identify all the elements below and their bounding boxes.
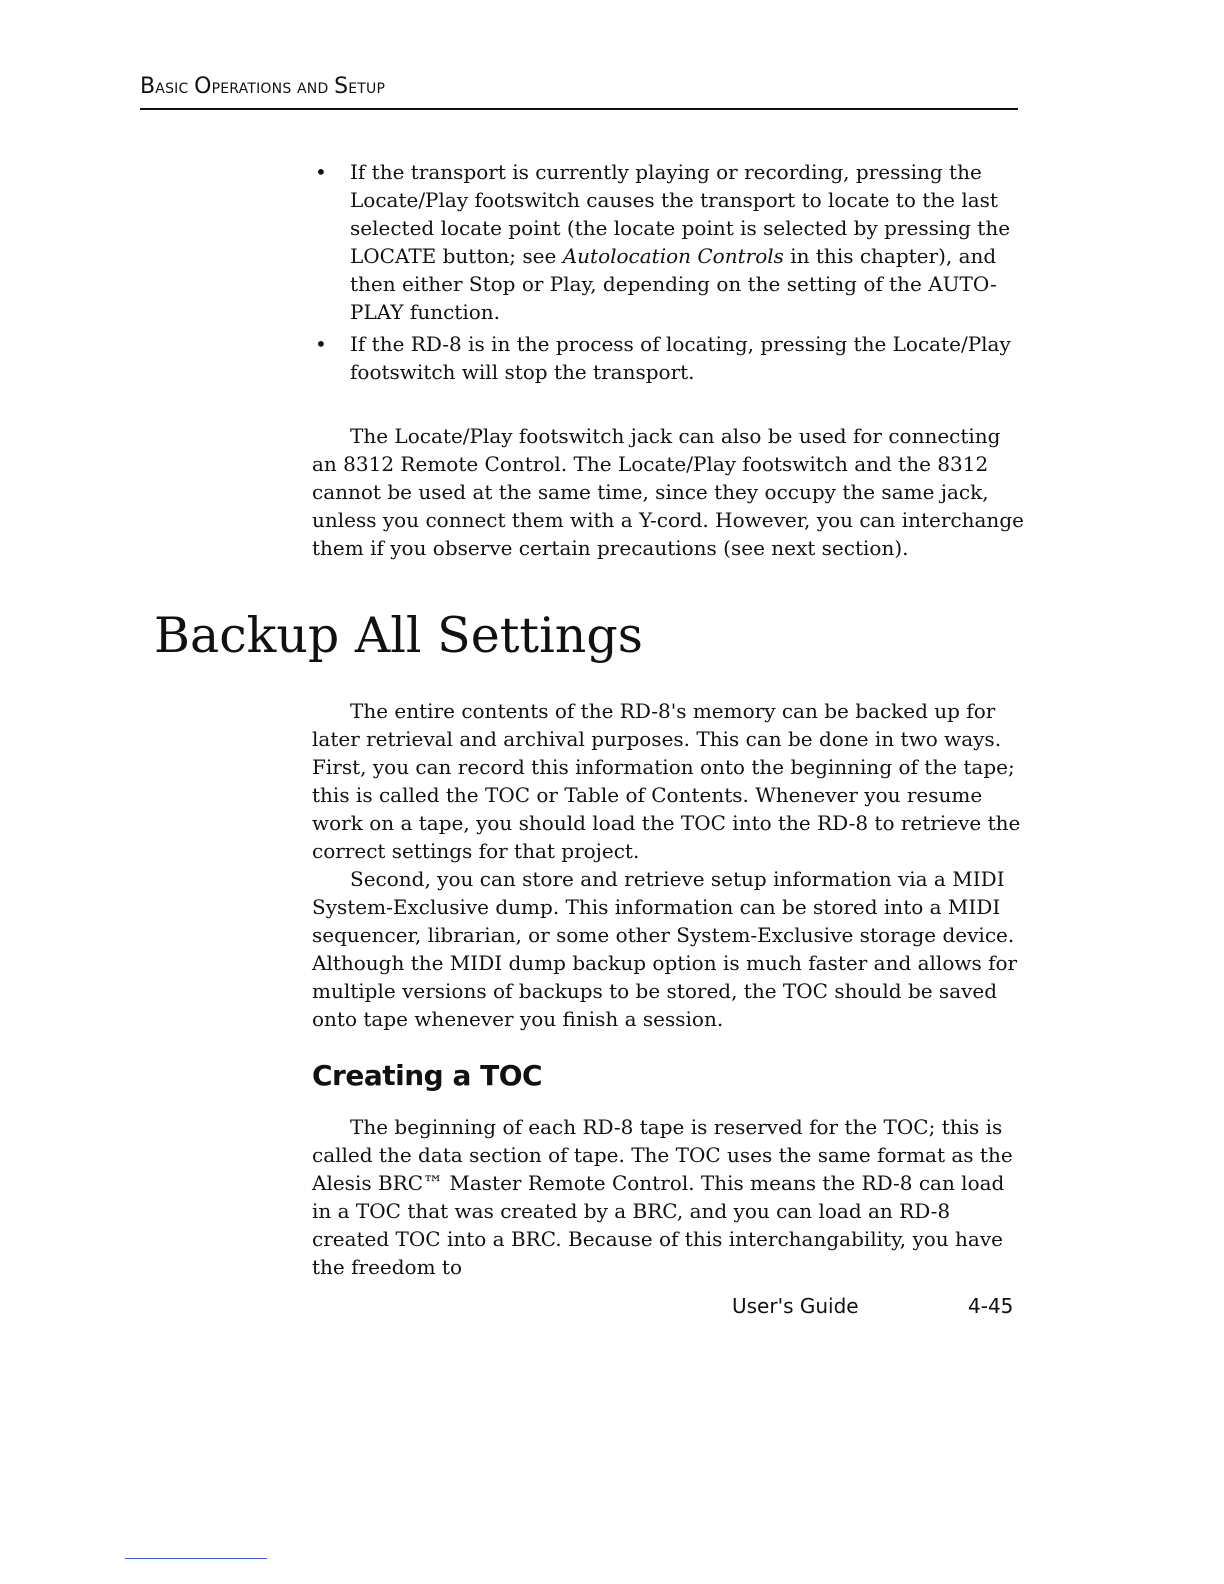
header-word-and: AND bbox=[297, 81, 329, 97]
section-paragraph: Second, you can store and retrieve setup information via a MIDI System-Exclusive dump. This information can be stored into a MIDI sequencer, librarian, or some other System-Exclusive storage device. Although the MIDI dump backup option is much faster and allows for multiple versions of backups to be stored, the TOC should be saved onto tape whenever you finish a session. bbox=[312, 867, 1018, 1031]
running-header bbox=[140, 74, 1020, 99]
header-word-perations: PERATIONS bbox=[211, 81, 292, 97]
bullet-item bbox=[312, 330, 1024, 386]
bullet-icon: • bbox=[315, 160, 327, 184]
header-word-etup: ETUP bbox=[348, 81, 386, 97]
bottom-rule bbox=[125, 1558, 267, 1559]
header-initial-s: S bbox=[334, 74, 349, 99]
subsection-title: Creating a TOC bbox=[312, 1059, 543, 1092]
intro-paragraph-block bbox=[312, 422, 1024, 562]
bullet-text-tail: in this chapter), and then either Stop or Play, depending on the setting of the AUTO-PLAY function. bbox=[350, 244, 997, 324]
subsection-paragraph: The beginning of each RD-8 tape is reserved for the TOC; this is called the data section of tape. The TOC uses the same format as the Alesis BRC™ Master Remote Control. This means the RD-8 can load in a TOC that was created by a BRC, and you can load an RD-8 created TOC into a BRC. Because of this interchangability, you have the freedom to bbox=[312, 1115, 1013, 1279]
bullet-text: If the RD-8 is in the process of locating, pressing the Locate/Play footswitch will stop the transport. bbox=[350, 332, 1011, 384]
bullet-italic-ref: Autolocation Controls bbox=[562, 244, 784, 268]
intro-paragraph: The Locate/Play footswitch jack can also be used for connecting an 8312 Remote Control. The Locate/Play footswitch and the 8312 cannot be used at the same time, since they occupy the same jack, unless you connect them with a Y-cord. However, you can interchange them if you observe certain precautions (see next section). bbox=[312, 424, 1024, 560]
header-word-asic: ASIC bbox=[155, 81, 189, 97]
page-number: 4-45 bbox=[968, 1294, 1014, 1318]
bullet-item bbox=[312, 158, 1024, 326]
header-initial-b: B bbox=[140, 74, 156, 99]
header-initial-o: O bbox=[194, 74, 212, 99]
subsection-body bbox=[312, 1113, 1024, 1281]
bullet-icon: • bbox=[315, 332, 327, 356]
header-rule bbox=[140, 108, 1018, 110]
section-body bbox=[312, 697, 1024, 1033]
footer-label: User's Guide bbox=[732, 1294, 859, 1318]
bullet-list bbox=[312, 158, 1024, 386]
section-paragraph: The entire contents of the RD-8's memory can be backed up for later retrieval and archival purposes. This can be done in two ways. First, you can record this information onto the beginning of the tape; this is called the TOC or Table of Contents. Whenever you resume work on a tape, you should load the TOC into the RD-8 to retrieve the correct settings for that project. bbox=[312, 699, 1021, 863]
bullet-text: If the transport is currently playing or recording, pressing the Locate/Play footswitch causes the transport to locate to the last selected locate point (the locate point is selected by pressing the LOCATE button; see bbox=[350, 160, 1011, 268]
section-title: Backup All Settings bbox=[154, 607, 643, 664]
